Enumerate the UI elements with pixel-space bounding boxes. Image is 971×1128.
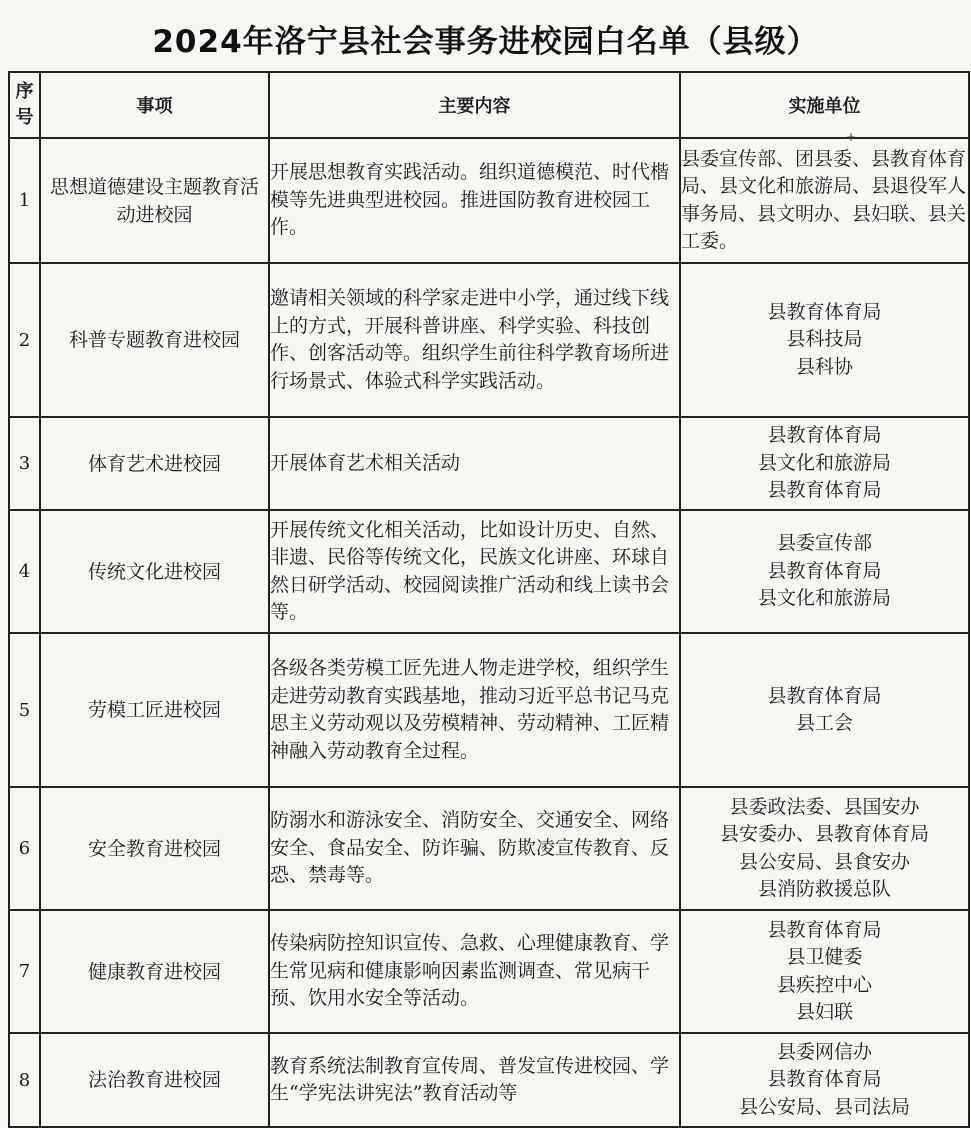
table-row [9,417,969,510]
table-row [9,138,969,263]
row-item: 法治教育进校园 [40,1033,269,1127]
row-unit [680,417,969,510]
document-title: 2024年洛宁县社会事务进校园白名单（县级） [152,24,819,60]
unit-line: 县文化和旅游局 [757,451,891,474]
unit-line: 县教育体育局 [767,424,882,447]
unit-line: 县消防救援总队 [757,878,891,900]
table-body [9,138,969,1127]
row-item: 体育艺术进校园 [40,417,269,510]
unit-line: 县委宣传部、团县委、县教育体育局、县文化和旅游局、县退役军人事务局、县文明办、县妇联、县关工委。 [681,147,967,252]
unit-line: 县妇联 [795,1001,853,1023]
table-row [9,263,969,417]
row-content: 邀请相关领域的科学家走进中小学，通过线下线上的方式，开展科普讲座、科学实验、科技创作、创客活动等。组织学生前往科学教育场所进行场景式、体验式科学实践活动。 [269,263,680,417]
unit-line: 县教育体育局 [767,479,882,502]
row-unit [680,263,969,417]
unit-line: 县公安局、县食安办 [738,850,910,873]
unit-line: 县科协 [795,355,853,378]
unit-line: 县工会 [795,712,853,734]
row-item: 劳模工匠进校园 [40,633,269,787]
header-unit: 实施单位 [680,72,969,138]
header-no-line2: 号 [15,107,34,128]
row-item: 传统文化进校园 [40,510,269,633]
table-header-row [9,72,969,138]
unit-line: 县教育体育局 [767,684,882,707]
row-number: 5 [9,633,40,787]
unit-line: 县教育体育局 [767,918,882,941]
unit-line: 县委宣传部 [776,532,872,555]
row-number: 1 [9,138,40,263]
unit-line: 县安委办、县教育体育局 [719,823,929,845]
row-unit [680,910,969,1033]
row-content: 开展传统文化相关活动，比如设计历史、自然、非遗、民俗等传统文化，民族文化讲座、环球自然日研学活动、校园阅读推广活动和线上读书会等。 [269,510,680,633]
header-content: 主要内容 [269,72,680,138]
row-number: 7 [9,910,40,1033]
scan-mark: + [846,130,857,144]
table-row [9,787,969,910]
row-item: 思想道德建设主题教育活动进校园 [40,138,269,263]
header-no [9,72,40,138]
row-content: 教育系统法制教育宣传周、普发宣传进校园、学生“学宪法讲宪法”教育活动等 [269,1033,680,1127]
table-row [9,1033,969,1127]
row-item: 科普专题教育进校园 [40,263,269,417]
row-unit [680,787,969,910]
unit-line: 县委政法委、县国安办 [729,795,920,818]
row-unit [680,1033,969,1127]
row-number: 3 [9,417,40,510]
whitelist-table [8,71,970,1128]
unit-line: 县教育体育局 [767,300,882,323]
unit-line: 县教育体育局 [767,559,882,582]
row-number: 6 [9,787,40,910]
row-content: 防溺水和游泳安全、消防安全、交通安全、网络安全、食品安全、防诈骗、防欺凌宣传教育、反恐、禁毒等。 [269,787,680,910]
row-number: 2 [9,263,40,417]
row-content: 开展思想教育实践活动。组织道德模范、时代楷模等先进典型进校园。推进国防教育进校园工作。 [269,138,680,263]
table-row [9,633,969,787]
row-unit [680,633,969,787]
row-content: 各级各类劳模工匠先进人物走进学校，组织学生走进劳动教育实践基地，推动习近平总书记马克思主义劳动观以及劳模精神、劳动精神、工匠精神融入劳动教育全过程。 [269,633,680,787]
row-number: 8 [9,1033,40,1127]
row-number: 4 [9,510,40,633]
unit-line: 县教育体育局 [767,1068,882,1091]
row-content: 传染病防控知识宣传、急救、心理健康教育、学生常见病和健康影响因素监测调查、常见病干预、饮用水安全等活动。 [269,910,680,1033]
row-unit [680,138,969,263]
unit-line: 县委网信办 [776,1040,872,1063]
unit-line: 县卫健委 [786,946,863,968]
unit-line: 县科技局 [786,328,863,351]
row-item: 安全教育进校园 [40,787,269,910]
header-no-line1: 序 [15,81,34,102]
row-unit [680,510,969,633]
unit-line: 县公安局、县司法局 [738,1095,910,1118]
row-item: 健康教育进校园 [40,910,269,1033]
table-row [9,510,969,633]
table-row [9,910,969,1033]
unit-line: 县疾控中心 [776,973,872,996]
header-item: 事项 [40,72,269,138]
row-content: 开展体育艺术相关活动 [269,417,680,510]
unit-line: 县文化和旅游局 [757,587,891,610]
